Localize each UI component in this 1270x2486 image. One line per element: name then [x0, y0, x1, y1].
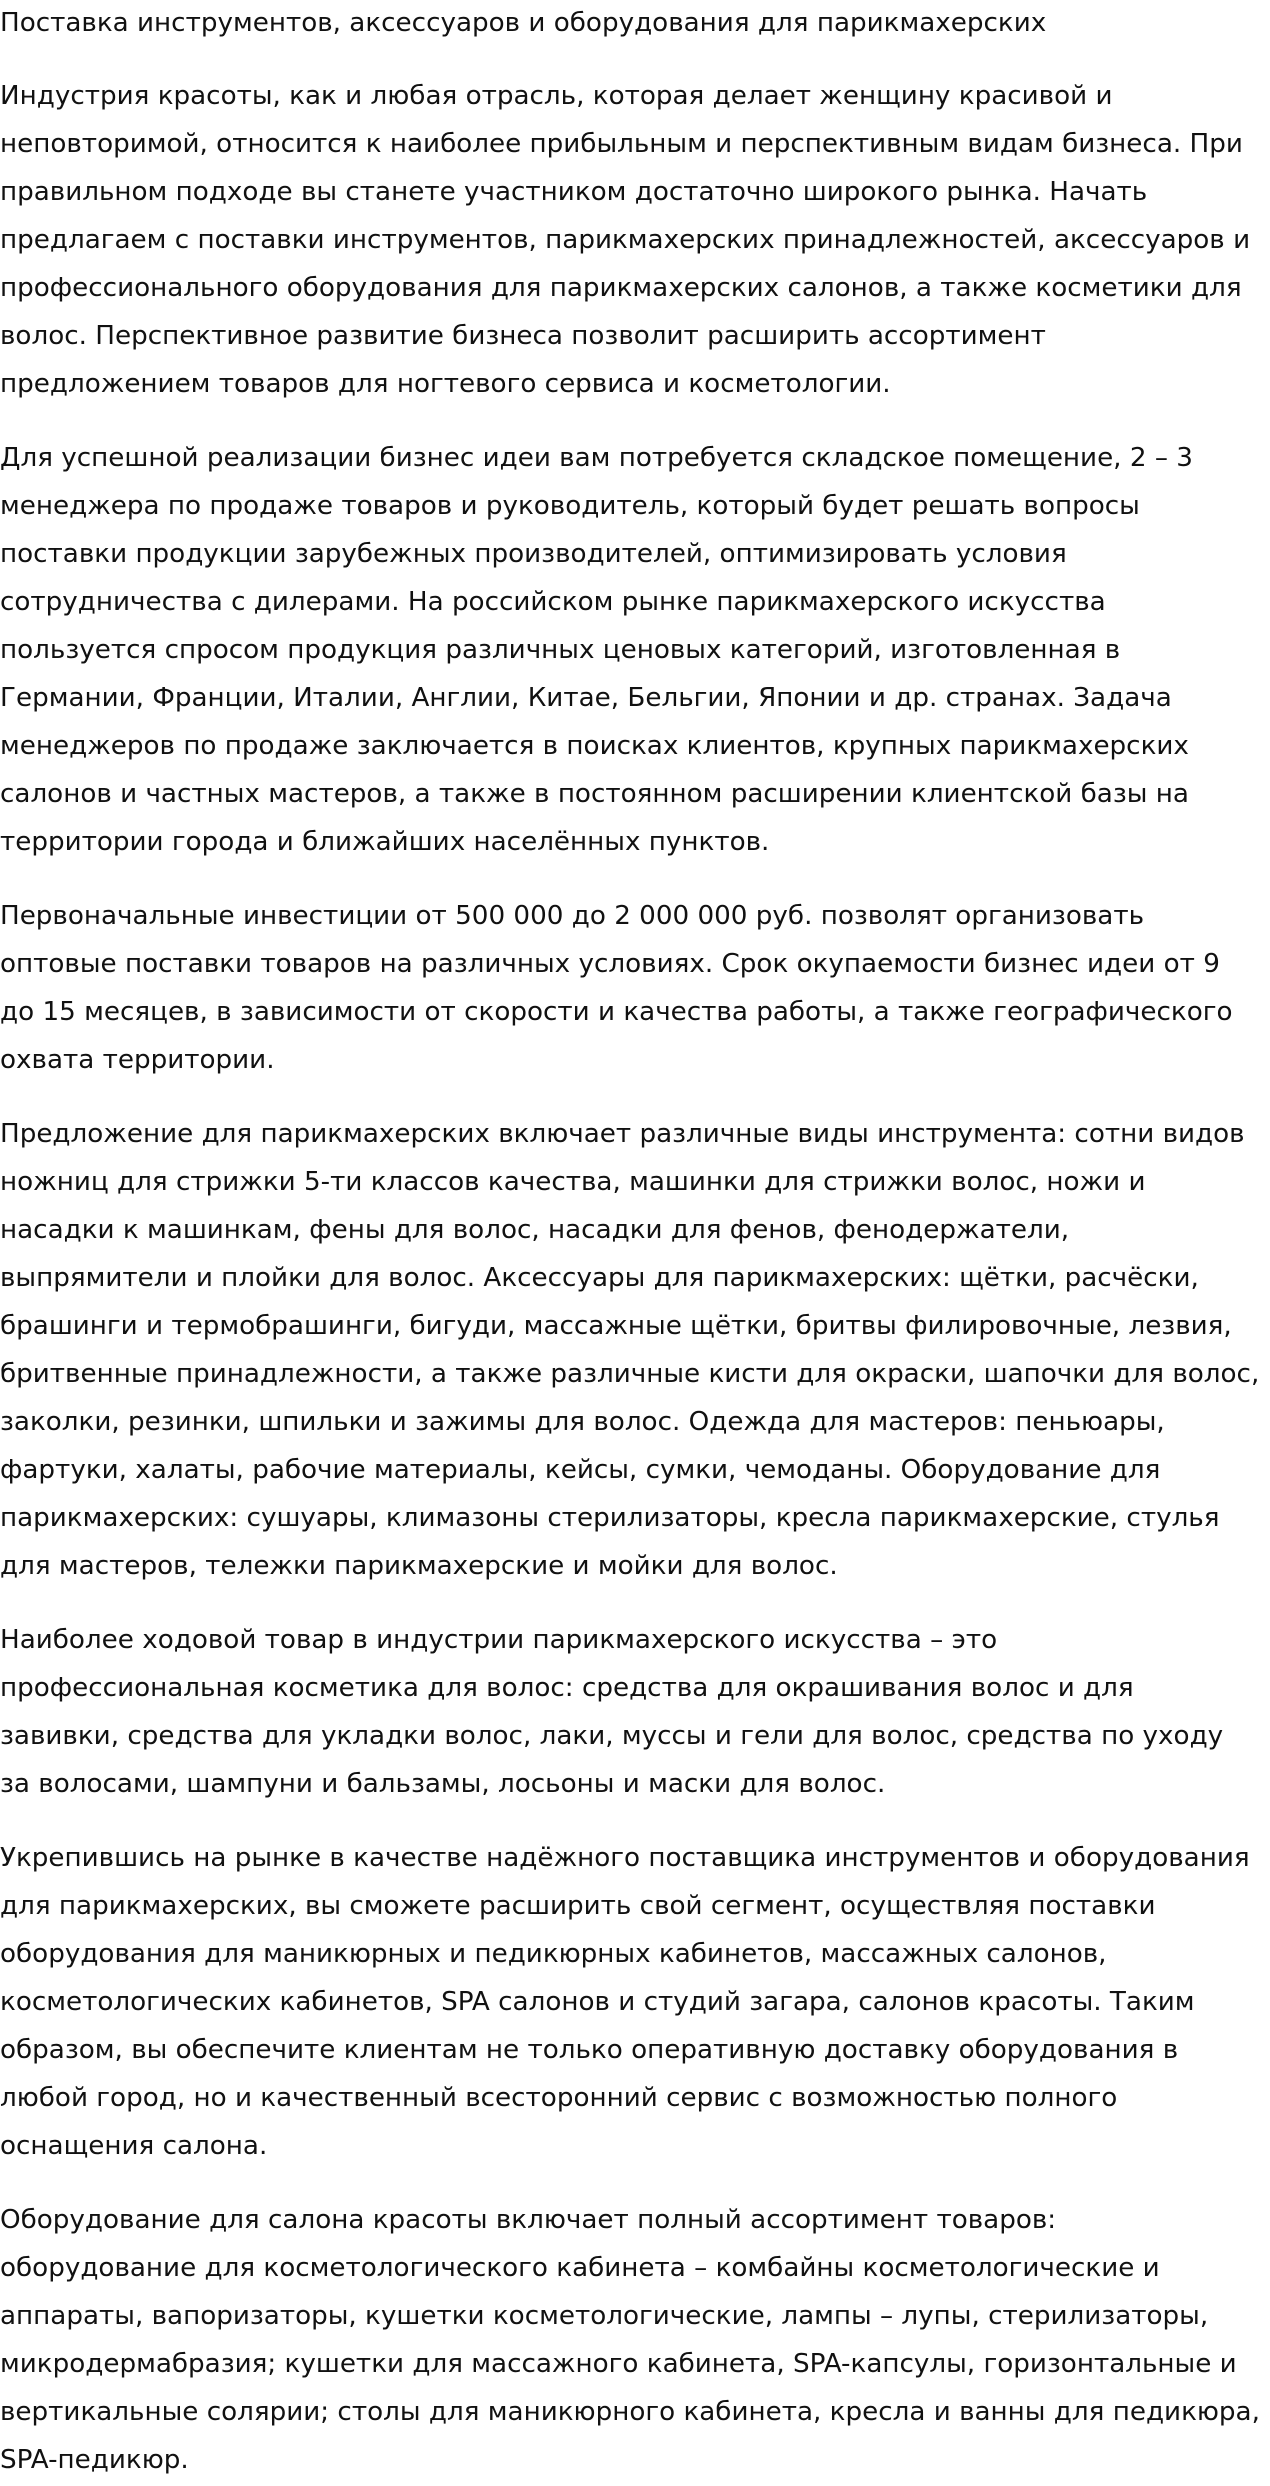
article-paragraph-2: Для успешной реализации бизнес идеи вам потребуется складское помещение, 2 – 3 менеджера по продаже товаров и руководитель, который будет решать вопросы поставки продукции зарубежных производителей, оптимизировать условия сотрудничества с дилерами. На российском рынке парикмахерского искусства пользуется спросом продукция различных ценовых категорий, изготовленная в Германии, Франции, Италии, Англии, Китае, Бельгии, Японии и др. странах. Задача менеджеров по продаже заключается в поисках клиентов, крупных парикмахерских салонов и частных мастеров, а также в постоянном расширении клиентской базы на территории города и ближайших населённых пунктов. — [0, 443, 1193, 857]
article-paragraph-7: Оборудование для салона красоты включает полный ассортимент товаров: оборудование для косметологического кабинета – комбайны косметологические и аппараты, вапоризаторы, кушетки косметологические, лампы – лупы, стерилизаторы, микродермабразия; кушетки для массажного кабинета, SPA-капсулы, горизонтальные и вертикальные солярии; столы для маникюрного кабинета, кресла и ванны для педикюра, SPA-педикюр. — [0, 2205, 1260, 2475]
article-paragraph-6: Укрепившись на рынке в качестве надёжного поставщика инструментов и оборудования для парикмахерских, вы сможете расширить свой сегмент, осуществляя поставки оборудования для маникюрных и педикюрных кабинетов, массажных салонов, косметологических кабинетов, SPA салонов и студий загара, салонов красоты. Таким образом, вы обеспечите клиентам не только оперативную доставку оборудования в любой город, но и качественный всесторонний сервис с возможностью полного оснащения салона. — [0, 1843, 1250, 2161]
page-title: Поставка инструментов, аксессуаров и оборудования для парикмахерских — [0, 8, 1047, 38]
article-paragraph-1: Индустрия красоты, как и любая отрасль, которая делает женщину красивой и неповторимой, относится к наиболее прибыльным и перспективным видам бизнеса. При правильном подходе вы станете участником достаточно широкого рынка. Начать предлагаем с поставки инструментов, парикмахерских принадлежностей, аксессуаров и профессионального оборудования для парикмахерских салонов, а также косметики для волос. Перспективное развитие бизнеса позволит расширить ассортимент предложением товаров для ногтевого сервиса и косметологии. — [0, 81, 1251, 399]
article-paragraph-3: Первоначальные инвестиции от 500 000 до 2 000 000 руб. позволят организовать оптовые поставки товаров на различных условиях. Срок окупаемости бизнес идеи от 9 до 15 месяцев, в зависимости от скорости и качества работы, а также географического охвата территории. — [0, 901, 1233, 1075]
article-paragraph-4: Предложение для парикмахерских включает различные виды инструмента: сотни видов ножниц для стрижки 5-ти классов качества, машинки для стрижки волос, ножи и насадки к машинкам, фены для волос, насадки для фенов, фенодержатели, выпрямители и плойки для волос. Аксессуары для парикмахерских: щётки, расчёски, брашинги и термобрашинги, бигуди, массажные щётки, бритвы филировочные, лезвия, бритвенные принадлежности, а также различные кисти для окраски, шапочки для волос, заколки, резинки, шпильки и зажимы для волос. Одежда для мастеров: пеньюары, фартуки, халаты, рабочие материалы, кейсы, сумки, чемоданы. Оборудование для парикмахерских: сушуары, климазоны стерилизаторы, кресла парикмахерские, стулья для мастеров, тележки парикмахерские и мойки для волос. — [0, 1119, 1260, 1581]
article-paragraph-5: Наиболее ходовой товар в индустрии парикмахерского искусства – это профессиональная косметика для волос: средства для окрашивания волос и для завивки, средства для укладки волос, лаки, муссы и гели для волос, средства по уходу за волосами, шампуни и бальзамы, лосьоны и маски для волос. — [0, 1625, 1224, 1799]
